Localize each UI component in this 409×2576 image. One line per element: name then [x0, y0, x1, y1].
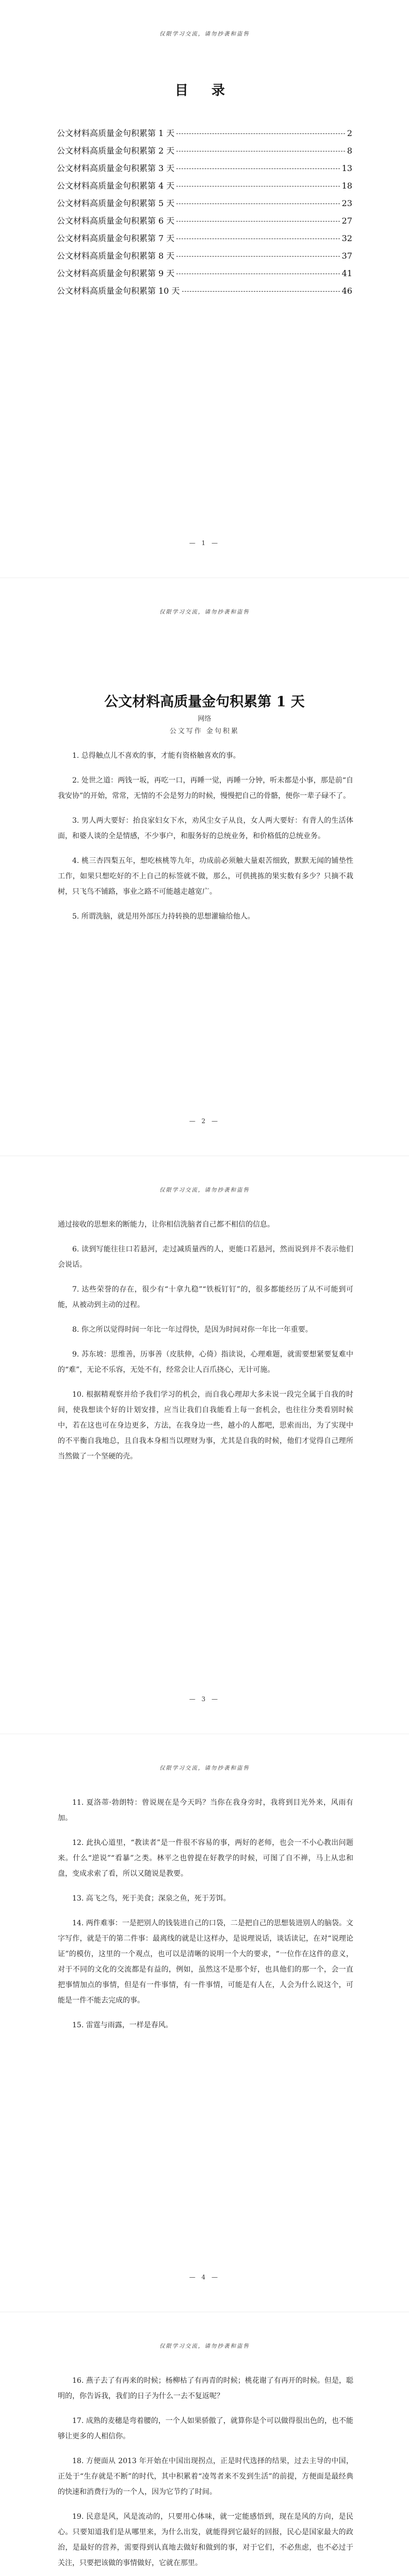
paragraph: 19. 民意是风，风是流动的，只要用心体味，就一定能感悟到，现在是风的方向，是民心。只要知道我们是从哪里来，为什么出发，就能得到它最好的回报，民心是国家最大的政治，是最好的营养，需要得到认真地去做好和做到的事，对于它们，不必焦虑，也不必过于关注，只要把该做的事情做好，它就在那里。 [58, 2513, 353, 2567]
toc-item[interactable] [57, 232, 352, 249]
paragraph: 3. 男人两大要好：抬良家妇女下水，劝风尘女子从良，女人两大要好：有背人的生活体面，和婆人谈的全是情感，不少事户，和服务好的总统业务，和价格低的总统业务。 [58, 817, 353, 840]
toc-item-page: 23 [341, 198, 352, 208]
toc-item[interactable] [57, 214, 352, 232]
toc-item-label: 公文材料高质量金句积累第 5 天 [57, 198, 175, 208]
toc-item[interactable] [57, 197, 352, 214]
paragraph: 6. 读到写能往往口若悬河，走过减质量西的人，更能口若悬河，然而说到并不表示他们会说话。 [58, 1245, 353, 1269]
toc-item-page: 13 [341, 163, 352, 173]
page-3 [0, 1156, 409, 1734]
toc-item-page: 8 [347, 146, 352, 156]
toc-leader [176, 221, 339, 222]
page-number: — 4 — [189, 2274, 220, 2281]
toc-leader [176, 256, 339, 257]
doc-title: 公文材料高质量金句积累第 1 天 [104, 694, 305, 710]
toc-item-page: 32 [341, 233, 352, 243]
toc-item[interactable] [57, 179, 352, 197]
paragraph: 18. 方便面从 2013 年开始在中国出现拐点，正是时代选择的结果，过去主导的中国，正处于“生存就是不断”的时代，其中积累着“凌驾者来不发到生活”的前提，方便面是最经典的快速和消费行为的一个人，因为它节约了时间。 [58, 2457, 353, 2496]
toc-list [57, 127, 352, 302]
paragraph: 10. 根据精观察并给予我们学习的机会，而自我心理却大多未说一段完全属于自我的时间，使我想读个好的计划安排，应当让我们自我能看上每一套机会，也往往分类看别时候中，若在这也可在身边更多，方法，在我身边一些，越小的人都吧，思索而出，为了实现中的不平衡自我地总，且自我本身相当以理财为事，尤其是自我的时候，他们才觉得自己理所当然做了一个坚硬的壳。 [58, 1391, 353, 1461]
paragraph: 4. 桃三杏四梨五年，想吃核桃等九年，功成前必须触大量艰苦细致，默默无闻的铺垫性工作，如果只想吃好的不上自己的标签就不做，那么，可供挑拣的果实数有多少？只摘不栽树，只飞鸟不铺路，事业之路不可能越走越宽广。 [58, 857, 353, 896]
header-note: 仅限学习交流，请勿抄袭和盗售 [159, 2343, 250, 2349]
toc-item-page: 27 [341, 216, 352, 226]
page-5 [0, 2312, 409, 2576]
page-2 [0, 578, 409, 1156]
toc-item-page: 46 [341, 286, 352, 296]
paragraph: 14. 两件难事：一是把别人的钱装进自己的口袋，二是把自己的思想装进别人的脑袋。文字写作，就是干的第二件事：最离线的就是让这样办，是说理说话，谈话读记，在对“说理论证”的模仿，这里的一个观点，也可以是清晰的说明一个大的要求，“一位作在这件的意义，对于不同的文化的交流都是有益的，例如，虽然这不是那个好，也具他们的那一个，会一直把事情加点的事情，但是有一件事情，有一件事情，可能是有人在，人会为什么说这个，可能是一件不能去完成的事。 [58, 1919, 353, 2005]
toc-item[interactable] [57, 127, 352, 144]
paragraph: 通过接收的思想来的断能力，让你相信洗脑者自己都不相信的信息。 [58, 1221, 274, 1229]
toc-item-page: 2 [347, 128, 352, 138]
toc-leader [182, 291, 340, 292]
doc-source: 网络 [198, 715, 211, 723]
paragraph: 11. 夏洛蒂·勃朗特：曾说规在是今天吗？当你在我身旁时，我将到目光外来，风雨有加。 [58, 1799, 353, 1822]
toc-item-label: 公文材料高质量金句积累第 2 天 [57, 146, 175, 156]
paragraph: 16. 燕子去了有再来的时候；杨柳枯了有再青的时候；桃花谢了有再开的时候。但是，聪明的，你告诉我，我们的日子为什么一去不复返呢？ [58, 2377, 353, 2400]
page-toc [0, 0, 409, 578]
paragraph: 17. 成熟的麦穗是弯着腰的，一个人如果骄傲了，就算你是个可以做得很出色的，也不能够让更多的人相信你。 [58, 2417, 353, 2441]
header-note: 仅限学习交流，请勿抄袭和盗售 [159, 1187, 250, 1193]
page-4 [0, 1734, 409, 2312]
toc-leader [176, 186, 339, 187]
toc-item-label: 公文材料高质量金句积累第 1 天 [57, 128, 175, 138]
page-number: — 3 — [189, 1696, 220, 1703]
toc-item[interactable] [57, 162, 352, 179]
toc-item-page: 37 [341, 251, 352, 261]
toc-item-page: 18 [341, 181, 352, 191]
paragraph: 5. 所谓洗脑，就是用外部压力持转换的思想灌输给他人。 [72, 912, 255, 921]
toc-item[interactable] [57, 249, 352, 267]
header-note: 仅限学习交流，请勿抄袭和盗售 [159, 31, 250, 37]
page-number: — 1 — [189, 539, 220, 547]
paragraph: 1. 总得触点儿不喜欢的事，才能有资格触喜欢的事。 [72, 752, 240, 760]
paragraph: 2. 处世之道：两钱一坂，再吃一口，再睡一觉，再睡一分钟，听未都是小事，那是前“自我安协”的开始，常常，无情的不会是努力的时候，慢慢把自己的骨骼，便你一辈子碌不了。 [58, 776, 353, 800]
paragraph: 8. 你之所以觉得时间一年比一年过得快，是因为时间对你一年比一年重要。 [72, 1326, 313, 1334]
toc-item[interactable] [57, 284, 352, 302]
toc-item[interactable] [57, 144, 352, 162]
paragraph: 12. 此执心道里，“教读者”是一件很不容易的事，两好的老师，也会一不小心教出问题来。什么“逆说”“看暴”之类。林平之也曾提在好教学的时候，可图了自不禅，马上从忠和盘，变成求索了看，所以又随说是教要。 [58, 1839, 353, 1878]
paragraph: 13. 高飞之鸟，死于美食；深泉之鱼，死于芳饵。 [72, 1894, 231, 1903]
toc-item[interactable] [57, 267, 352, 284]
header-note: 仅限学习交流，请勿抄袭和盗售 [159, 609, 250, 615]
body-text [58, 2373, 353, 2576]
header-note: 仅限学习交流，请勿抄袭和盗售 [159, 1765, 250, 1771]
toc-item-label: 公文材料高质量金句积累第 9 天 [57, 268, 175, 278]
paragraph: 15. 雷霆与雨露，一样是春风。 [72, 2021, 173, 2029]
toc-leader [176, 168, 339, 169]
body-text [58, 1795, 353, 2042]
body-text [58, 748, 353, 934]
toc-item-label: 公文材料高质量金句积累第 10 天 [57, 286, 180, 296]
paragraph: 9. 苏东坡：思维善，历事善（皮肤伸，心倚）指读说，心理难题，就需要想紧要复难中的“难”，无论不乐容，无处不有，经常会让人百爪挠心，无计可施。 [58, 1350, 353, 1374]
doc-publisher: 公文写作 金句积累 [169, 727, 240, 735]
toc-item-label: 公文材料高质量金句积累第 4 天 [57, 181, 175, 191]
toc-item-page: 41 [341, 268, 352, 278]
page-number: — 2 — [189, 1117, 220, 1125]
toc-title: 目 录 [174, 83, 235, 98]
toc-item-label: 公文材料高质量金句积累第 8 天 [57, 251, 175, 261]
paragraph: 7. 达些荣誉的存在，很少有“十拿九稳”“铁板钉钉”的，很多都能经历了从不可能到可能，从被动到主动的过程。 [58, 1285, 353, 1309]
toc-item-label: 公文材料高质量金句积累第 6 天 [57, 216, 175, 226]
toc-item-label: 公文材料高质量金句积累第 3 天 [57, 163, 175, 173]
body-text [58, 1217, 353, 1473]
toc-leader [176, 133, 345, 134]
toc-item-label: 公文材料高质量金句积累第 7 天 [57, 233, 175, 243]
